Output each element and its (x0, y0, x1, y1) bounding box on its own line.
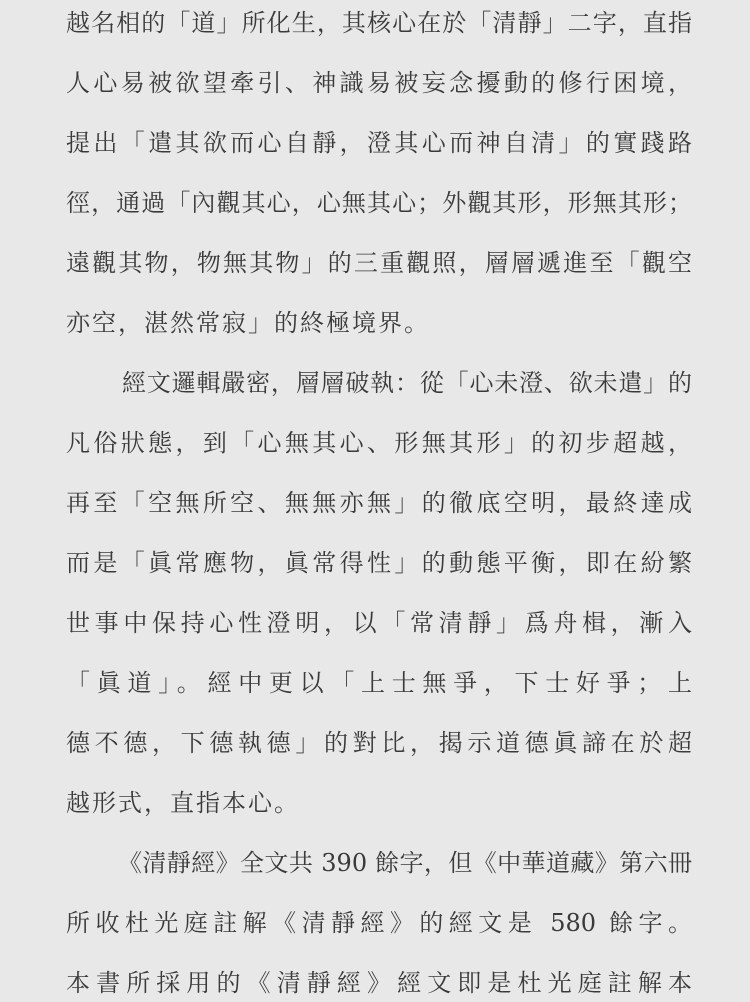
paragraph-2-line-1: 經文邏輯嚴密，層層破執：從「心未澄、欲未遣」的 (122, 369, 692, 397)
text-line-6: 亦空，湛然常寂」的終極境界。 (66, 309, 430, 337)
text-line-5: 遠觀其物，物無其物」的三重觀照，層層遞進至「觀空 (66, 249, 692, 277)
text-line-3: 提出「遣其欲而心自靜，澄其心而神自清」的實踐路 (66, 129, 692, 157)
text-line-10: 而是「眞常應物，眞常得性」的動態平衡，即在紛繁 (66, 549, 692, 577)
text-line-2: 人心易被欲望牽引、神識易被妄念擾動的修行困境， (66, 69, 692, 97)
paragraph-3-line-1: 《清靜經》全文共 390 餘字，但《中華道藏》第六冊 (118, 849, 692, 877)
text-line-8: 凡俗狀態，到「心無其心、形無其形」的初步超越， (66, 429, 692, 457)
text-line-11: 世事中保持心性澄明，以「常清靜」爲舟楫，漸入 (66, 609, 692, 637)
text-line-4: 徑，通過「內觀其心，心無其心；外觀其形，形無其形； (66, 189, 692, 217)
text-line-13: 德不德，下德執德」的對比，揭示道德眞諦在於超 (66, 729, 692, 757)
text-line-12: 「眞道」。經中更以「上士無爭，下士好爭；上 (66, 669, 692, 697)
text-line-17: 本書所採用的《清靜經》經文即是杜光庭註解本 (66, 969, 692, 997)
text-line-1: 越名相的「道」所化生，其核心在於「清靜」二字，直指 (66, 9, 692, 37)
text-line-14: 越形式，直指本心。 (66, 789, 300, 817)
text-line-9: 再至「空無所空、無無亦無」的徹底空明，最終達成 (66, 489, 692, 517)
text-line-16: 所收杜光庭註解《清靜經》的經文是 580 餘字。 (66, 909, 692, 937)
